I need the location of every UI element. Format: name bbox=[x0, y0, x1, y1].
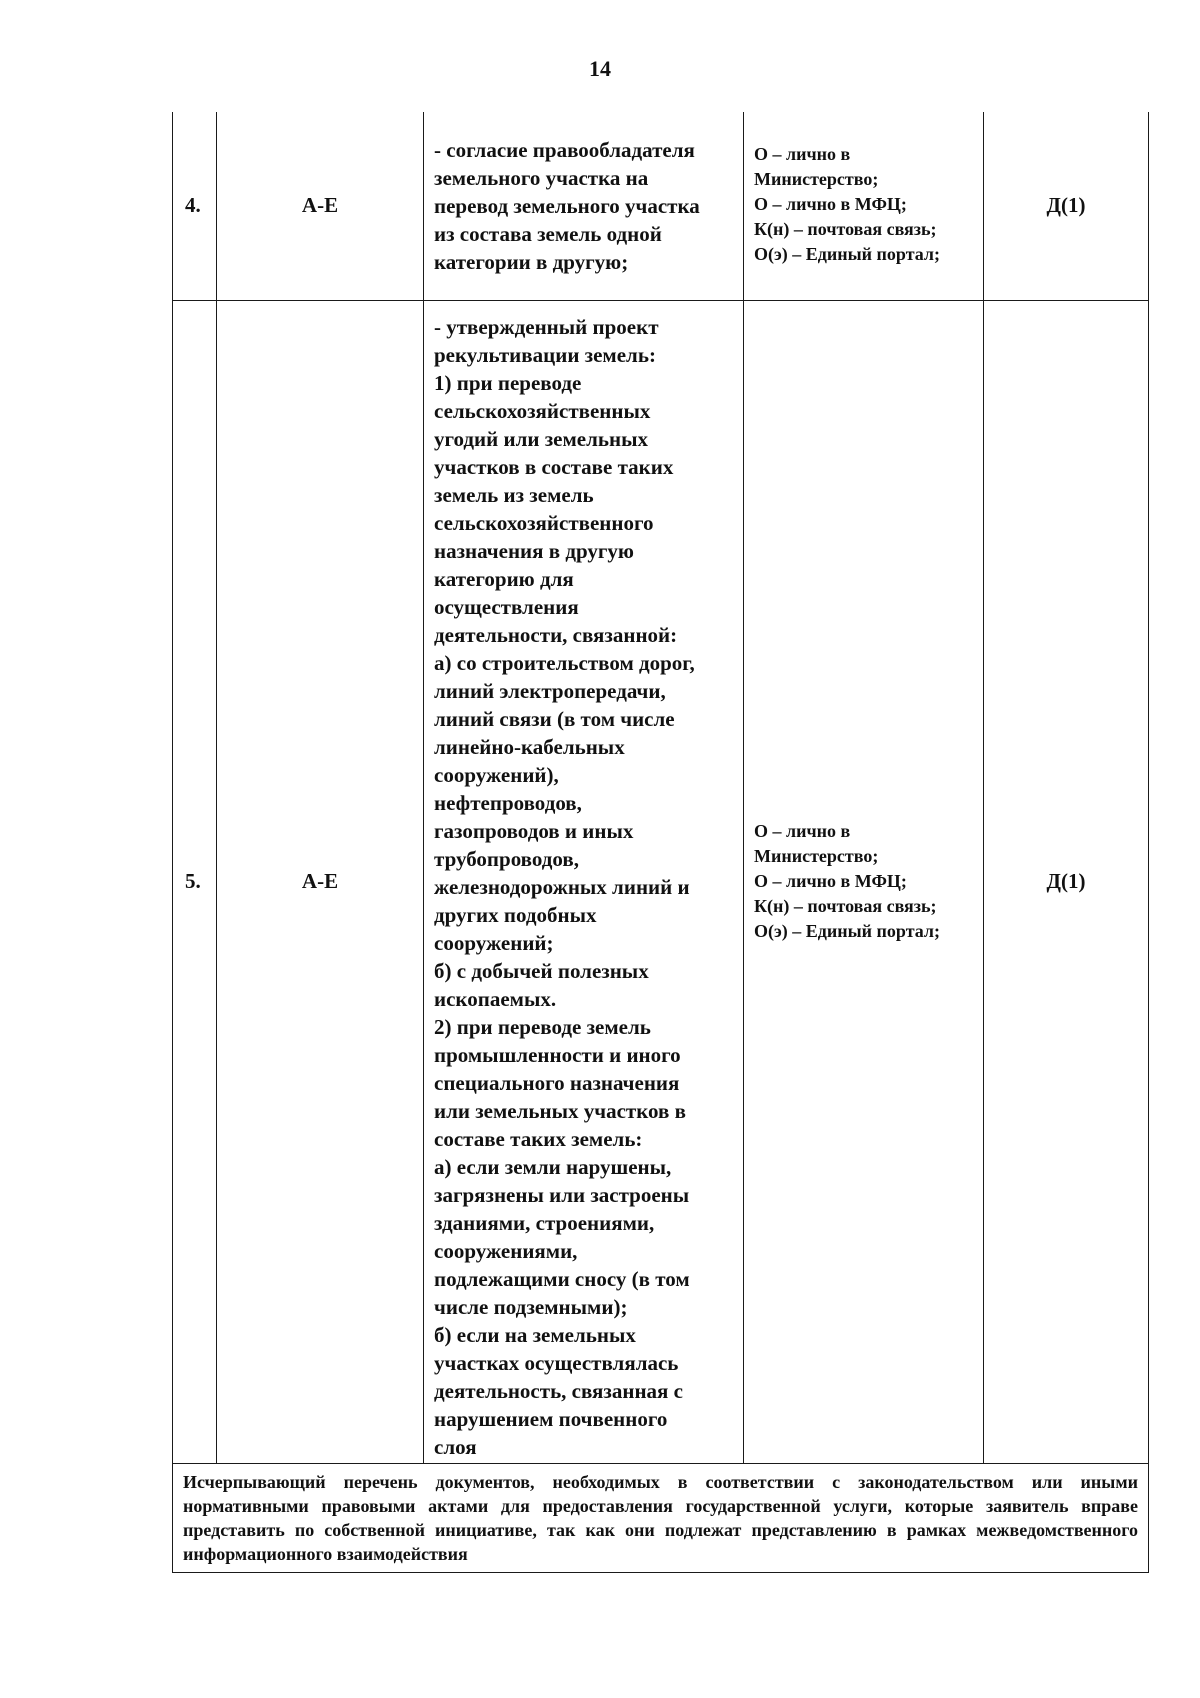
documents-table bbox=[172, 112, 1149, 1573]
page-number: 14 bbox=[589, 56, 611, 81]
row-number: 5. bbox=[173, 300, 217, 1463]
row-number: 4. bbox=[173, 112, 217, 300]
submission-methods: О – лично в Министерство; О – лично в МФЦ; К(н) – почтовая связь; О(э) – Единый портал; bbox=[744, 112, 984, 300]
document-description: - согласие правообладателя земельного участка на перевод земельного участка из состава земель одной категории в другую; bbox=[424, 112, 744, 300]
document-type-code: Д(1) bbox=[984, 112, 1149, 300]
document-description: - утвержденный проект рекультивации земель: 1) при переводе сельскохозяйственных угодий или земельных участков в составе таких земель из земель сельскохозяйственного назначения в другую категорию для осуществления деятельности, связанной: а) со строительством дорог, линий электропередачи, линий связи (в том числе линейно-кабельных сооружений), нефтепроводов, газопроводов и иных трубопроводов, железнодорожных линий и других подобных сооружений; б) с добычей полезных ископаемых. 2) при переводе земель промышленности и иного специального назначения или земельных участков в составе таких земель: а) если земли нарушены, загрязнены или застроены зданиями, строениями, сооружениями, подлежащими сносу (в том числе подземными); б) если на земельных участках осуществлялась деятельность, связанная с нарушением почвенного слоя bbox=[424, 300, 744, 1463]
submission-methods: О – лично в Министерство; О – лично в МФЦ; К(н) – почтовая связь; О(э) – Единый портал; bbox=[744, 300, 984, 1463]
document-type-code: Д(1) bbox=[984, 300, 1149, 1463]
applicant-category-code: А-Е bbox=[217, 300, 424, 1463]
applicant-category-code: А-Е bbox=[217, 112, 424, 300]
table-row bbox=[173, 300, 1149, 1463]
table-row bbox=[173, 112, 1149, 300]
table-footer-row bbox=[173, 1463, 1149, 1572]
section-heading-note: Исчерпывающий перечень документов, необходимых в соответствии с законодательством или иными нормативными правовыми актами для предоставления государственной услуги, которые заявитель вправе представить по собственной инициативе, так как они подлежат представлению в рамках межведомственного информационного взаимодействия bbox=[173, 1463, 1149, 1572]
